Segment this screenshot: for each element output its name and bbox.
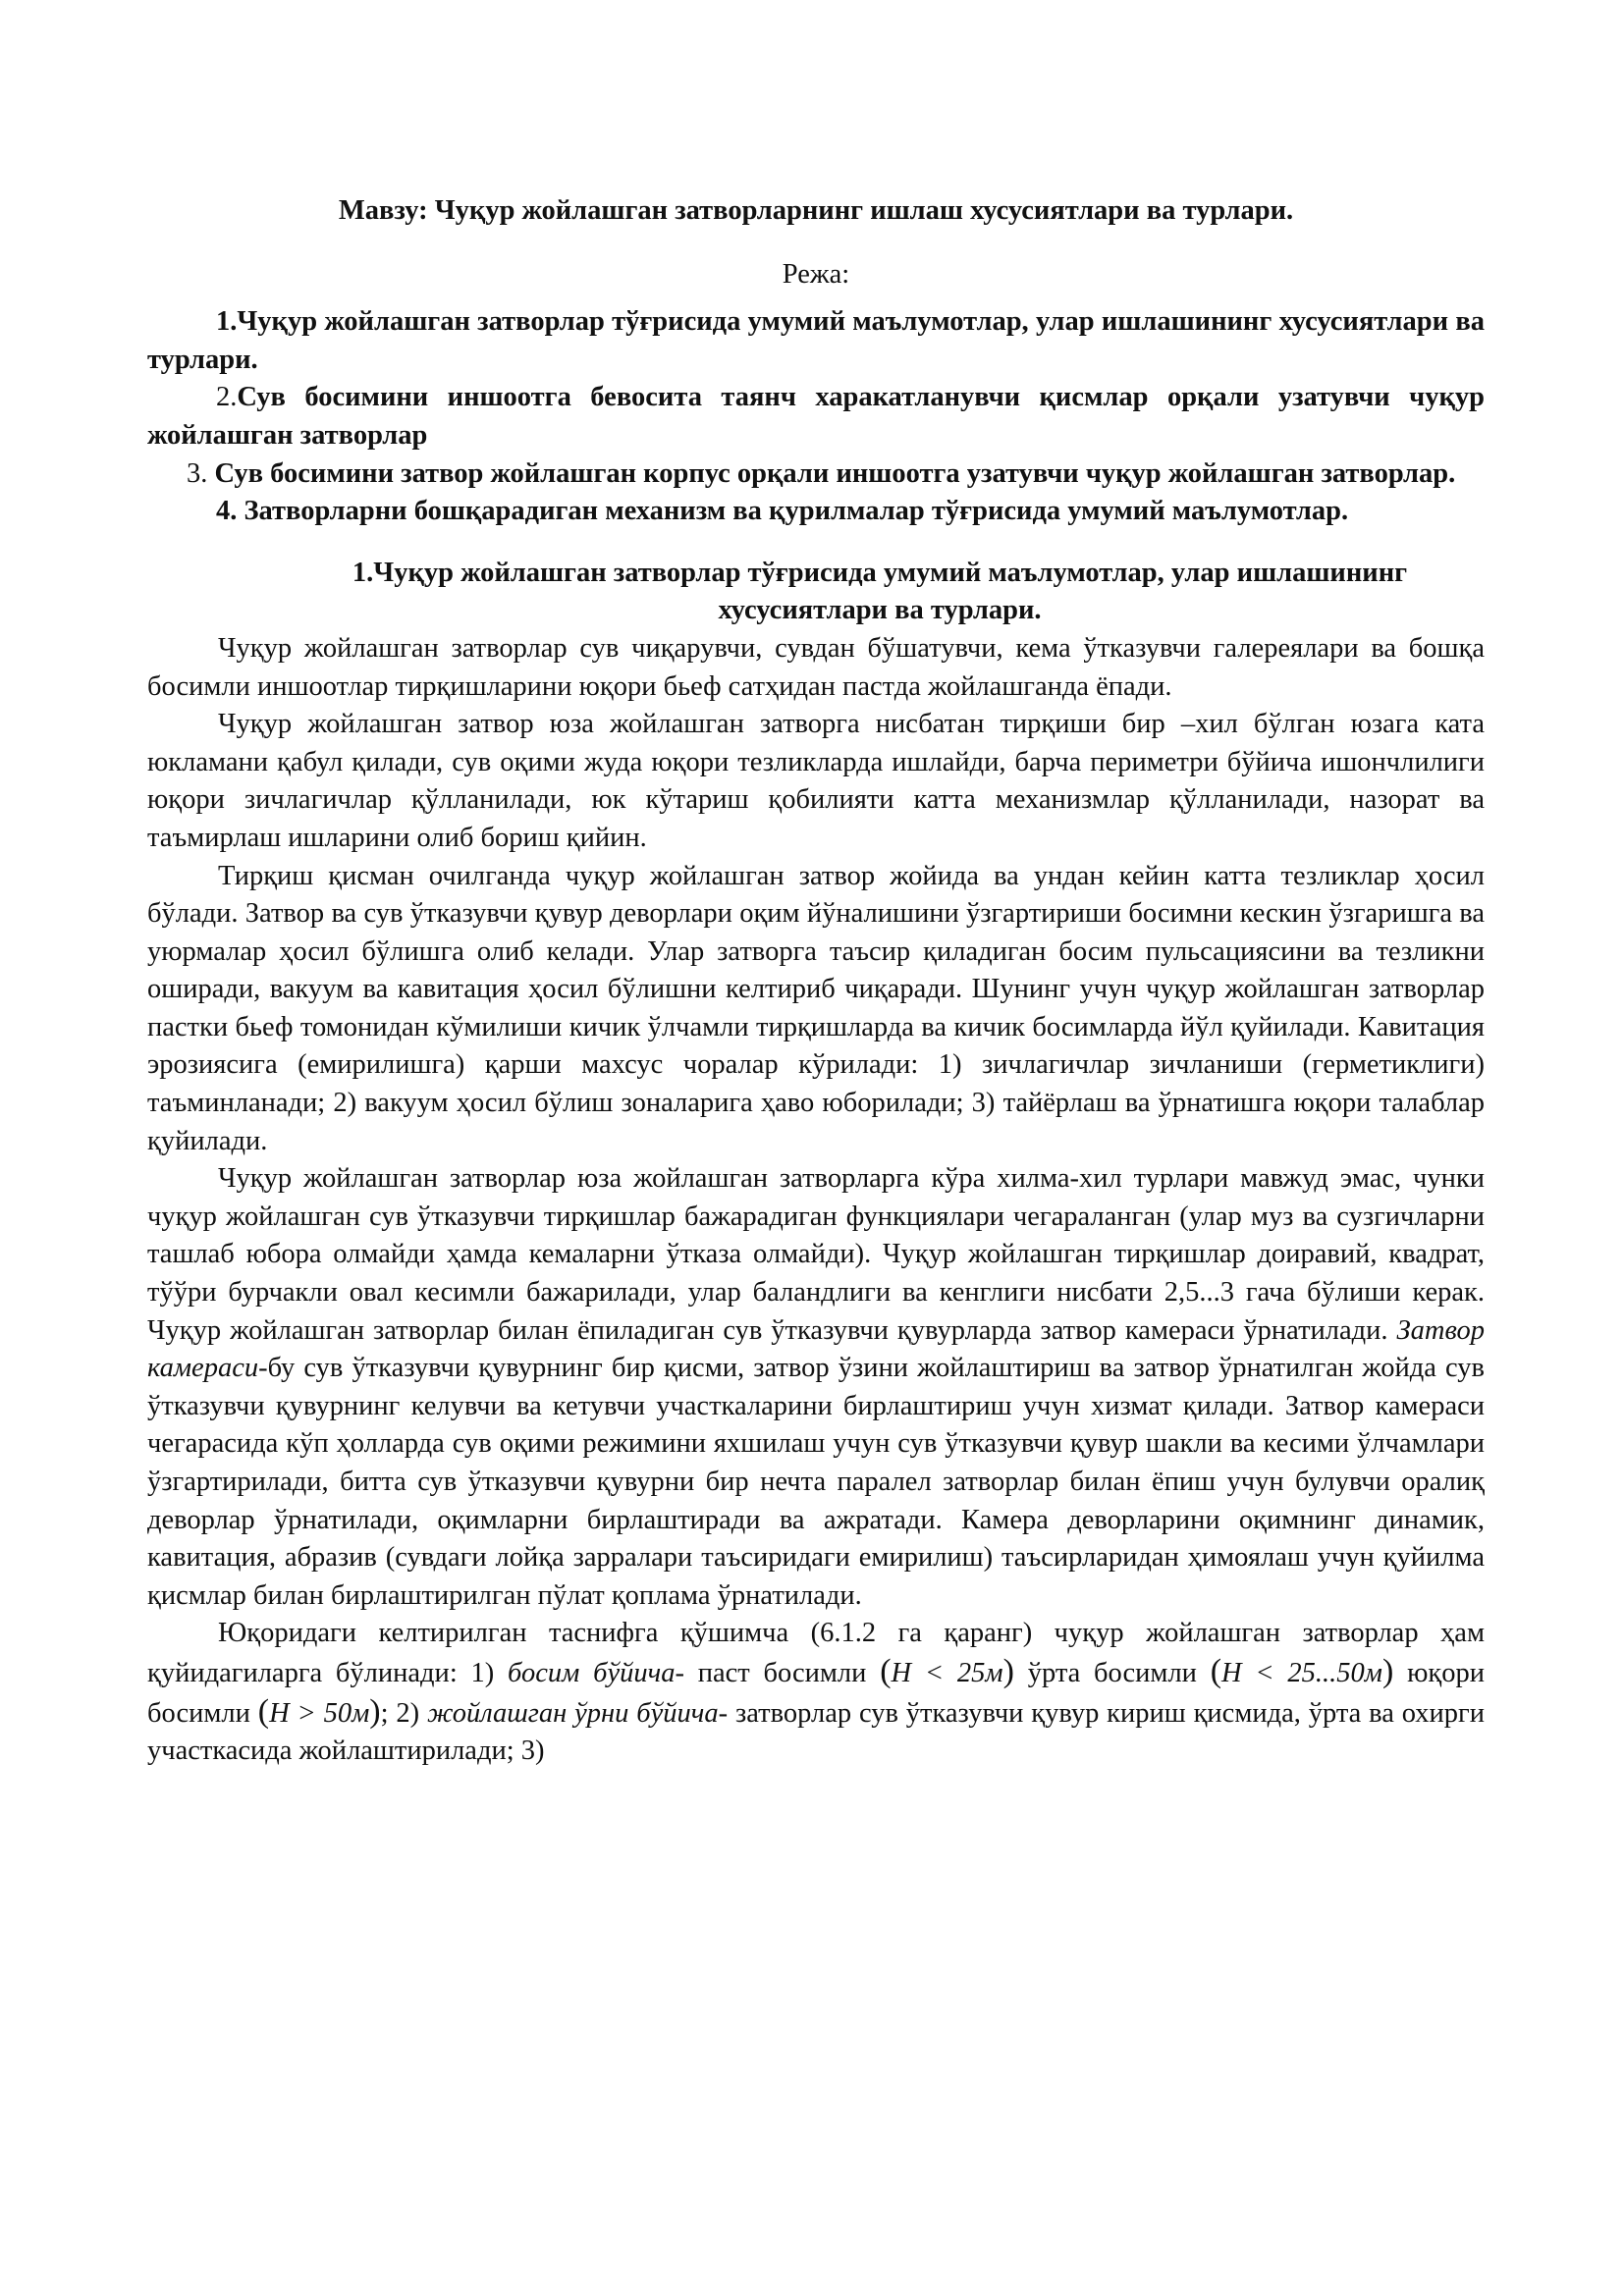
paragraph-5-part-c: ўрта босимли — [1013, 1657, 1211, 1688]
paragraph-2: Чуқур жойлашган затвор юза жойлашган затворга нисбатан тирқиши бир –хил бўлган юзага ката юкламани қабул қилади, сув оқими жуда юқори тезликларда ишлайди, барча периметри бўйича ишончлилиги юқори зичлагичлар қўлланилади, юк кўтариш қобилияти катта механизмлар қўлланилади, назорат ва таъмирлаш ишларини олиб бориш қийин. — [147, 709, 1485, 853]
plan-item-3-text: Сув босимини затвор жойлашган корпус орқали иншоотга узатувчи чуқур жойлашган затворлар. — [214, 457, 1456, 489]
formula-high-pressure-text: H > 50м — [269, 1697, 370, 1729]
formula-low-pressure: (H < 25м) — [880, 1652, 1014, 1689]
document-content — [147, 192, 1485, 1771]
topic-title: Мавзу: Чуқур жойлашган затворларнинг ишлаш хусусиятлари ва турлари. — [338, 195, 1294, 226]
formula-high-pressure: (H > 50м) — [257, 1692, 381, 1730]
paragraph-1: Чуқур жойлашган затворлар сув чиқарувчи, сувдан бўшатувчи, кема ўтказувчи галереялари ва бошқа босимли иншоотлар тирқишларини юқори бьеф сатҳидан пастда жойлашганда ёпади. — [147, 632, 1485, 702]
formula-low-pressure-text: H < 25м — [891, 1657, 1003, 1688]
paragraph-5-part-a: Юқоридаги келтирилган таснифга қўшимча (6.1.2 га қаранг) чуқур жойлашган затворлар ҳам қуйидагиларга бўлинади: 1) — [147, 1618, 1485, 1688]
plan-item-2 — [147, 379, 1485, 454]
paragraph-5-part-b: паст босимли — [683, 1657, 881, 1688]
paragraph-3: Тирқиш қисман очилганда чуқур жойлашган затвор жойида ва ундан кейин катта тезликлар ҳосил бўлади. Затвор ва сув ўтказувчи қувур деворлари оқим йўналишини ўзгартириши босимни кескин ўзгаришга ва уюрмалар ҳосил бўлишга олиб келади. Улар затворга таъсир қиладиган босим пульсациясини ва тезликни оширади, вакуум ва кавитация ҳосил бўлишни келтириб чиқаради. Шунинг учун чуқур жойлашган затворлар пастки бьеф томонидан кўмилиши кичик ўлчамли тирқишларда ва кичик босимларда йўл қуйилади. Кавитация эрозиясига (емирилишга) қарши махсус чоралар кўрилади: 1) зичлагичлар зичланиши (герметиклиги) таъминланади; 2) вакуум ҳосил бўлиш зоналарига ҳаво юборилади; 3) тайёрлаш ва ўрнатишга юқори талаблар қуйилади. — [147, 860, 1485, 1156]
paragraph-5 — [147, 1615, 1485, 1770]
plan-list — [147, 303, 1485, 531]
plan-heading: Режа: — [782, 258, 850, 290]
term-joylashgan-urni-buyicha: жойлашган ўрни бўйича- — [426, 1697, 729, 1729]
paragraph-4-part-b: -бу сув ўтказувчи қувурнинг бир қисми, затвор ўзини жойлаштириш ва затвор ўрнатилган жойда сув ўтказувчи қувурнинг келувчи ва кетувчи участкаларини бирлаштириш учун хизмат қилади. Затвор камераси чегарасида кўп ҳолларда сув оқими режимини яхшилаш учун сув ўтказувчи қувур шакли ва кесими ўлчамлари ўзгартирилади, битта сув ўтказувчи қувурни бир нечта паралел затворлар билан ёпиш учун булувчи оралиқ деворлар ўрнатилади, оқимларни бирлаштиради ва ажратади. Камера деворларини оқимнинг динамик, кавитация, абразив (сувдаги лойқа зарралари таъсиридаги емирилиш) таъсирларидан ҳимоялаш учун қуйилма қисмлар билан бирлаштирилган пўлат қоплама ўрнатилади. — [147, 1353, 1485, 1611]
section-heading: 1.Чуқур жойлашган затворлар тўғрисида умумий маълумотлар, улар ишлашининг хусусиятлари ва турлари. — [352, 557, 1408, 626]
plan-item-1: 1.Чуқур жойлашган затворлар тўғрисида умумий маълумотлар, улар ишлашининг хусусиятлари ва турлари. — [147, 306, 1485, 375]
formula-medium-pressure: (H < 25...50м) — [1210, 1652, 1394, 1689]
plan-item-2-number: 2. — [216, 382, 238, 413]
plan-item-2-text: Сув босимини иншоотга бевосита таянч харакатланувчи қисмлар орқали узатувчи чуқур жойлашган затворлар — [147, 382, 1485, 451]
plan-item-4: 4. Затворларни бошқарадиган механизм ва қурилмалар тўғрисида умумий маълумотлар. — [216, 496, 1349, 527]
plan-item-3-number: 3. — [187, 457, 215, 489]
paragraph-5-part-d: юқори босимли — [147, 1657, 1485, 1729]
paragraph-5-part-f: затворлар сув ўтказувчи қувур кириш қисмида, ўрта ва охирги участкасида жойлаштирилади; 3) — [147, 1697, 1485, 1767]
term-zatvor-kamerasi: Затвор камераси — [147, 1314, 1485, 1384]
term-bosim-buyicha: босим бўйича- — [508, 1657, 684, 1688]
paragraph-4 — [147, 1160, 1485, 1615]
section-body — [147, 630, 1485, 1771]
paragraph-5-part-e: ; 2) — [380, 1697, 427, 1729]
plan-item-3 — [147, 455, 1485, 494]
formula-medium-pressure-text: H < 25...50м — [1221, 1657, 1382, 1688]
paragraph-4-part-a: Чуқур жойлашган затворлар юза жойлашган затворларга кўра хилма-хил турлари мавжуд эмас, чунки чуқур жойлашган сув ўтказувчи тирқишлар бажарадиган функциялари чегараланган (улар муз ва сузгичларни ташлаб юбора олмайди ҳамда кемаларни ўтказа олмайди). Чуқур жойлашган тирқишлар доиравий, квадрат, тўўри бурчакли овал кесимли бажарилади, улар баландлиги ва кенглиги нисбати 2,5...3 гача бўлиши керак. Чуқур жойлашган затворлар билан ёпиладиган сув ўтказувчи қувурларда затвор камераси ўрнатилади. — [147, 1163, 1485, 1346]
